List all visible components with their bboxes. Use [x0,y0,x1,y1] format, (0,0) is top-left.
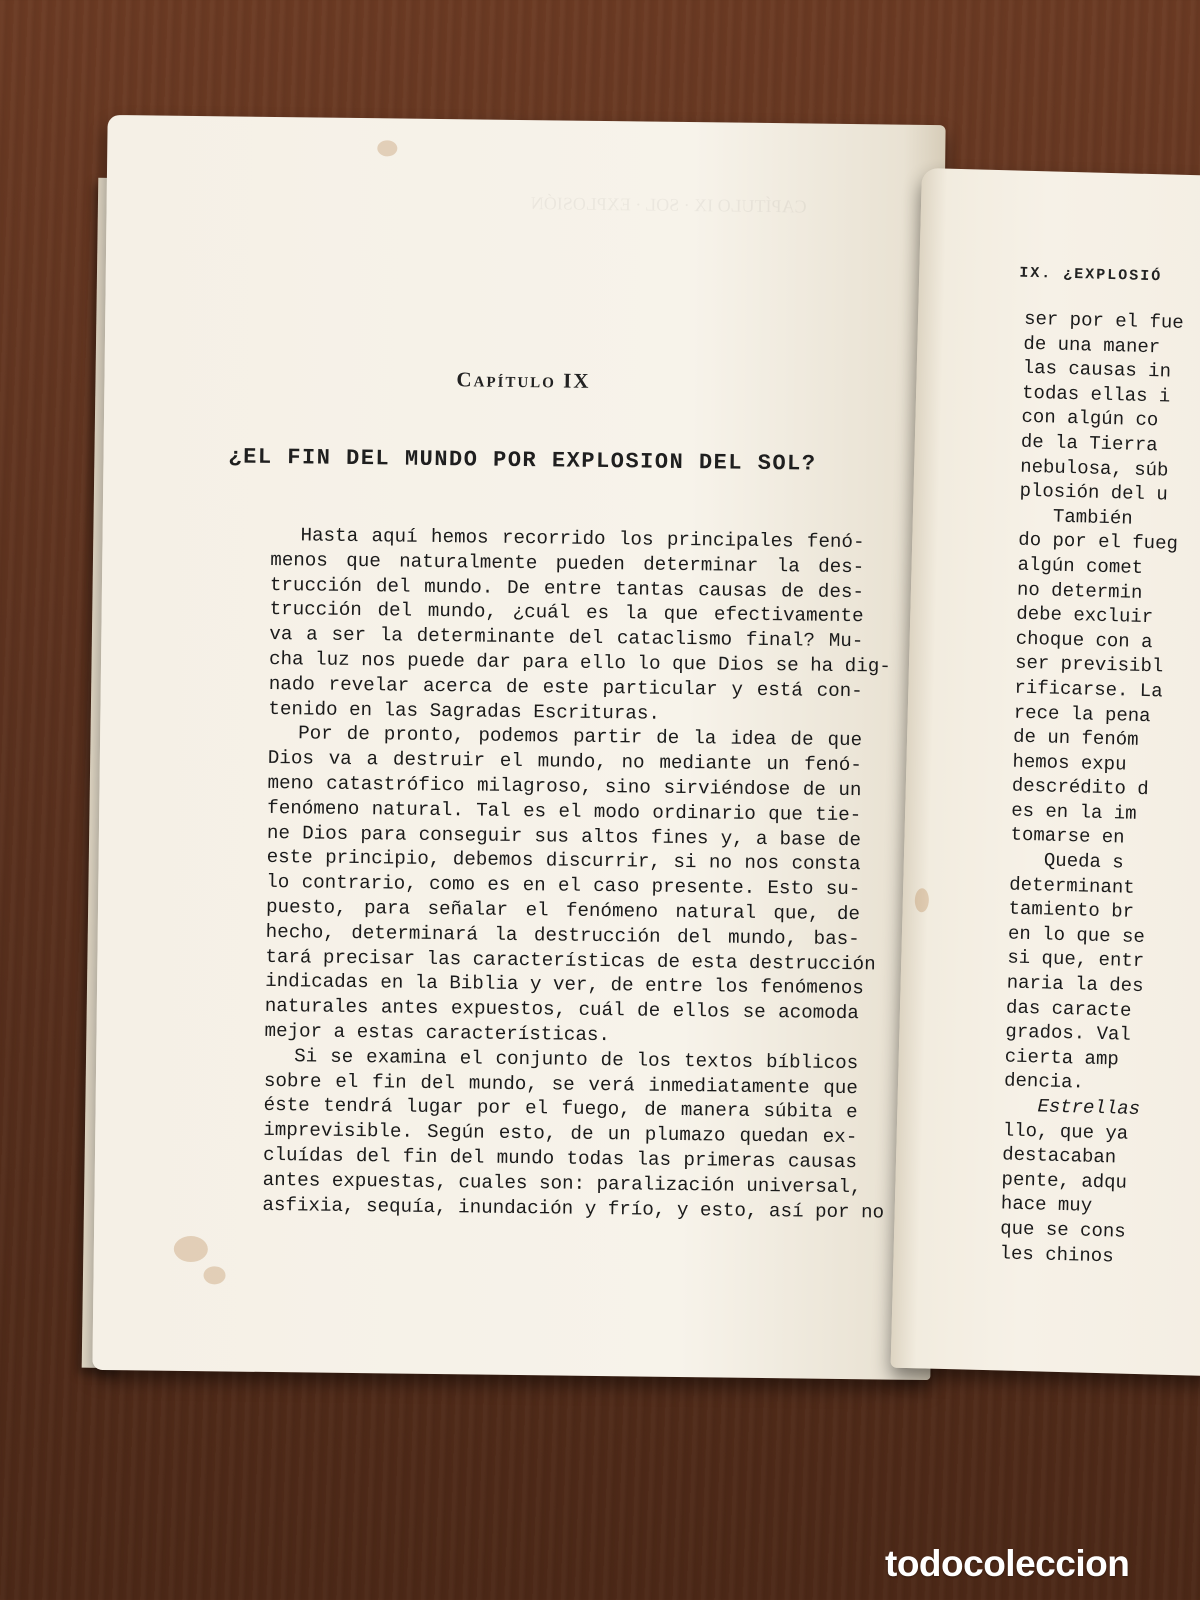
text-line: tamiento br [1008,897,1135,924]
text-line: debe excluir [1016,602,1154,629]
text-line: choque con a [1015,627,1153,653]
text-line: va a ser la determinante del cataclismo final? Mu- [269,623,864,653]
text-line: fenómeno natural. Tal es el modo ordinario que tie- [267,796,862,826]
text-line: rificarse. La [1014,676,1163,703]
text-line: algún comet [1017,553,1144,579]
text-line: menos que naturalmente pueden determinar la des- [270,548,865,579]
text-line: ser previsibl [1014,651,1164,678]
text-line: tenido en las Sagradas Escrituras. [268,697,661,725]
text-line: todas ellas i [1021,381,1171,408]
text-line: plosión del u [1019,479,1169,506]
chapter-heading: Capítulo IX [456,367,591,393]
text-line: antes expuestas, cuales son: paralización universal, [262,1168,862,1198]
text-line: de la Tierra [1020,430,1158,457]
text-line: las causas in [1022,356,1172,383]
text-line: das caracte [1005,996,1132,1022]
text-line: este principio, debemos discurrir, si no nos consta [266,846,861,876]
text-line: que se cons [999,1217,1126,1243]
text-line: do por el fueg [1018,528,1179,556]
text-line: meno catastrófico milagroso, sino sirviéndose de un [267,771,862,802]
text-line: es en la im [1010,799,1137,825]
text-line: ne Dios para conseguir sus altos fines y, a base de [266,821,862,851]
body-text-partial [999,307,1184,1270]
text-line: si que, entr [1007,946,1145,973]
text-line: hemos expu [1012,750,1127,776]
text-line: trucción del mundo, ¿cuál es la que efectivamente [269,598,864,628]
foxing-stain [915,888,930,912]
text-line: con algún co [1021,406,1159,432]
text-line: trucción del mundo. De entre tantas causas de des- [269,573,865,603]
text-line: Hasta aquí hemos recorrido los principales fenó- [300,524,865,554]
text-line: cha luz nos puede dar para ello lo que Dios se ha dig- [268,647,891,678]
text-line: indicadas en la Biblia y ver, de entre los fenómenos [264,970,864,1000]
text-line: Queda s [1043,849,1125,874]
text-line: naturales antes expuestos, cuál de ellos se acomoda [264,995,859,1025]
text-line: Si se examina el conjunto de los textos bíblicos [294,1045,859,1074]
text-line: tomarse en [1010,824,1125,849]
text-line: nado revelar acerca de este particular y está con- [268,672,863,702]
text-line: hace muy [1000,1192,1093,1218]
text-line: imprevisible. Según esto, de un plumazo quedan ex- [263,1119,858,1149]
text-line: determinant [1008,873,1135,899]
right-page [891,168,1200,1376]
text-line: lo contrario, como es en el caso presente. Esto su- [266,871,861,901]
text-line: tará precisar las características de esta destrucción [265,945,876,975]
body-text [262,523,891,1225]
foxing-stain [377,140,397,156]
text-line: mejor a estas características. [264,1019,611,1047]
text-line: También [1052,505,1134,530]
text-line: éste tendrá lugar por el fuego, de manera súbita e [263,1094,858,1124]
foxing-stain [174,1236,208,1262]
text-line: de un fenóm [1012,725,1139,751]
text-line: ser por el fue [1023,307,1184,334]
text-line: pente, adqu [1001,1168,1128,1194]
text-line: hecho, determinará la destrucción del mundo, bas- [265,920,860,950]
text-line: Por de pronto, podemos partir de la idea de que [298,722,863,752]
text-line: en lo que se [1007,922,1146,948]
chapter-title: ¿EL FIN DEL MUNDO POR EXPLOSION DEL SOL? [228,444,817,477]
text-line: dencia. [1003,1069,1085,1094]
text-line: grados. Val [1005,1020,1132,1046]
text-line: Dios va a destruir el mundo, no mediante un fenó- [267,747,862,777]
text-line: puesto, para señalar el fenómeno natural que, de [265,895,861,926]
text-line: rece la pena [1013,701,1151,727]
text-line: llo, que ya [1002,1119,1129,1145]
text-line: naria la des [1006,971,1144,998]
text-line: cierta amp [1004,1045,1120,1071]
text-line: de una maner [1023,332,1161,358]
text-line: cluídas del fin del mundo todas las primeras causas [262,1143,858,1174]
text-line: nebulosa, súb [1019,455,1169,482]
text-line: destacaban [1001,1143,1117,1169]
running-header: IX. ¿EXPLOSIÓ [1019,264,1163,286]
text-line: asfixia, sequía, inundación y frío, y esto, así por no [262,1193,885,1224]
text-line: sobre el fin del mundo, se verá inmediatamente que [263,1069,859,1099]
site-watermark: todocoleccion [885,1543,1130,1584]
text-line: Estrellas [1037,1095,1141,1121]
foxing-stain [203,1266,225,1284]
text-line: les chinos [999,1241,1114,1267]
text-line: descrédito d [1011,774,1149,801]
text-line: no determin [1016,578,1143,604]
show-through-text [247,187,807,220]
left-page [92,115,945,1380]
